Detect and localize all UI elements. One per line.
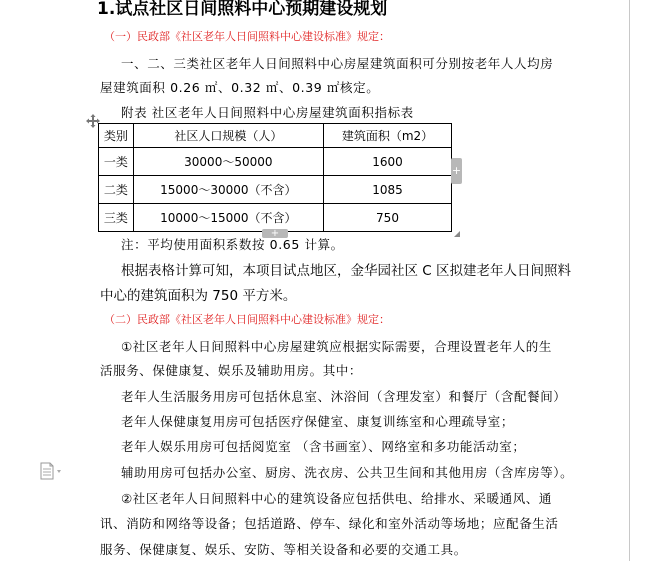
para-2-line-2: 活服务、保健康复、娱乐及辅助用房。其中：	[100, 363, 363, 378]
table-header-row	[99, 124, 452, 148]
add-column-button[interactable]	[451, 158, 462, 184]
document-options-icon[interactable]	[40, 462, 56, 480]
para-1-line-2: 屋建筑面积 0.26 ㎡、0.32 ㎡、0.39 ㎡核定。	[100, 80, 380, 95]
table-row	[99, 176, 452, 204]
table-cell: 一类	[99, 148, 134, 176]
header-cell: 建筑面积（m2）	[324, 124, 452, 148]
table-cell: 10000～15000（不含）	[133, 204, 323, 232]
table-cell: 30000～50000	[133, 148, 323, 176]
para-5: 老年人娱乐用房可包括阅览室 （含书画室）、网络室和多功能活动室；	[121, 439, 526, 454]
table-cell: 1600	[324, 148, 452, 176]
para-7-line-1: ②社区老年人日间照料中心的建筑设备应包括供电、给排水、采暖通风、通	[121, 491, 553, 506]
para-1-line-1: 一、二、三类社区老年人日间照料中心房屋建筑面积可分别按老年人人均房	[121, 56, 554, 71]
table-note: 注：平均使用面积系数按 0.65 计算。	[121, 237, 344, 252]
section-1-title: （一）民政部《社区老年人日间照料中心建设标准》规定：	[104, 30, 390, 43]
calc-line-1: 根据表格计算可知，本项目试点地区，金华园社区 C 区拟建老年人日间照料	[121, 263, 572, 279]
table-cell: 三类	[99, 204, 134, 232]
area-standards-table	[98, 123, 452, 232]
page-margin-line	[629, 0, 630, 561]
table-cell: 二类	[99, 176, 134, 204]
table-cell: 750	[324, 204, 452, 232]
para-4: 老年人保健康复用房可包括医疗保健室、康复训练室和心理疏导室；	[121, 414, 515, 429]
header-cell: 类别	[99, 124, 134, 148]
para-6: 辅助用房可包括办公室、厨房、洗衣房、公共卫生间和其他用房（含库房等）。	[121, 465, 574, 480]
para-2-line-1: ①社区老年人日间照料中心房屋建筑应根据实际需要，合理设置老年人的生	[121, 339, 553, 354]
section-2-title: （二）民政部《社区老年人日间照料中心建设标准》规定：	[104, 313, 390, 326]
table-cell: 1085	[324, 176, 452, 204]
resize-corner-icon[interactable]	[454, 231, 460, 237]
para-7-line-2: 讯、消防和网络等设备；包括道路、停车、绿化和室外活动等场地；应配备生活	[100, 516, 559, 531]
table-cell: 15000～30000（不含）	[133, 176, 323, 204]
header-cell: 社区人口规模（人）	[133, 124, 323, 148]
calc-line-2: 中心的建筑面积为 750 平方米。	[100, 288, 297, 304]
para-3: 老年人生活服务用房可包括休息室、沐浴间（含理发室）和餐厅（含配餐间）	[121, 389, 567, 404]
table-caption: 附表 社区老年人日间照料中心房屋建筑面积指标表	[121, 105, 414, 120]
table-row	[99, 148, 452, 176]
para-7-line-3: 服务、保健康复、娱乐、安防、等相关设备和必要的交通工具。	[100, 542, 467, 557]
plus-icon: +	[270, 228, 280, 239]
plus-icon: +	[451, 164, 462, 177]
section-heading: 1.试点社区日间照料中心预期建设规划	[97, 0, 388, 19]
